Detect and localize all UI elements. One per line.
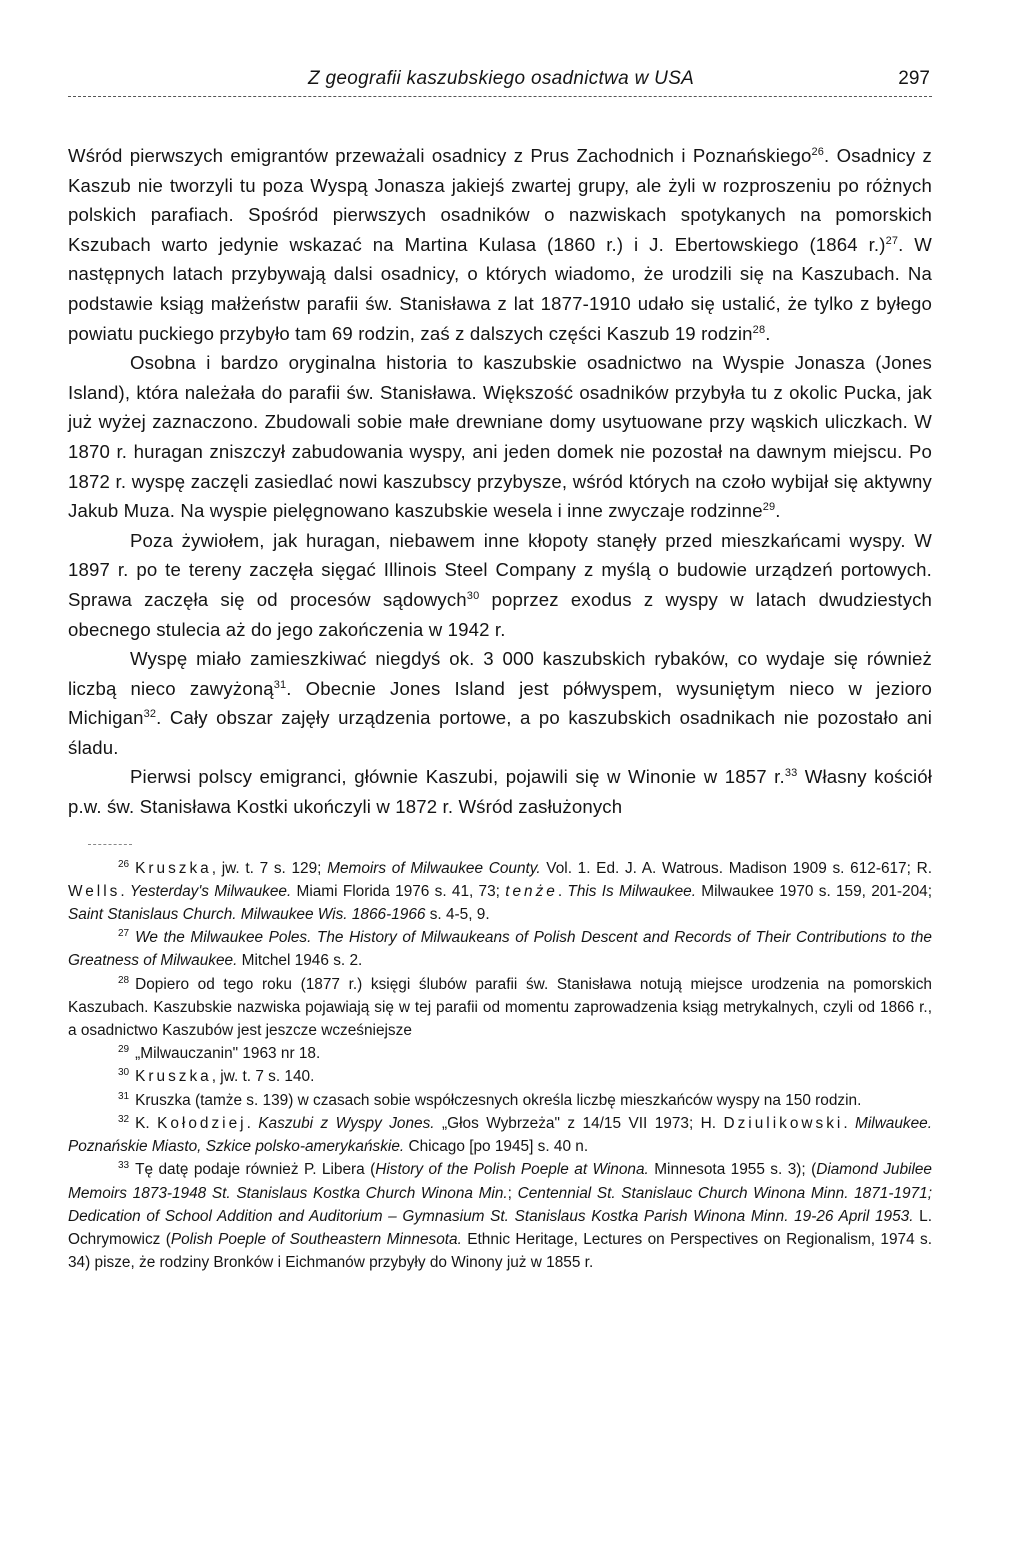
footnote-ref: 31	[273, 678, 287, 691]
paragraph	[68, 348, 932, 526]
footnote-ref: 28	[752, 323, 766, 336]
text-run: Kruszka (tamże s. 139) w czasach sobie współczesnych określa liczbę mieszkańców wyspy na 150 rodzin.	[135, 1091, 862, 1109]
text-run: . W następnych latach przybywają dalsi osadnicy, o których wiadomo, że urodzili się na Kaszubach. Na podstawie ksiąg małżeństw parafii św. Stanisława z lat 1877-1910 udało się ustalić, że tylko z byłego powiatu puckiego przybyło tam 69 rodzin, zaś z dalszych części Kaszub 19 rodzin	[68, 233, 932, 344]
text-run: Milwaukee 1970 s. 159, 201-204;	[696, 882, 932, 900]
text-run: .	[775, 500, 781, 522]
text-run: Mitchel 1946 s. 2.	[237, 952, 363, 970]
text-run: . Cały obszar zajęły urządzenia portowe, a po kaszubskich osadnikach nie pozostało ani śladu.	[68, 707, 932, 758]
document-page	[68, 62, 932, 1274]
author-name: Kruszka	[135, 859, 212, 877]
book-title: Saint Stanislaus Church. Milwaukee Wis. 1866-1966	[68, 906, 426, 924]
paragraph	[68, 644, 932, 762]
text-run: Tę datę podaje również P. Libera (	[135, 1161, 376, 1179]
book-title: Centennial St. Stanislauc Church Winona Minn. 1871-1971; Dedication of School Addition and Auditorium – Gymnasium St. Stanislaus Kostka Parish Winona Minn. 19-26 April 1953.	[68, 1184, 932, 1225]
footnote-ref: 26	[811, 145, 825, 158]
book-title: Memoirs of Milwaukee County.	[327, 859, 541, 877]
text-run: Osobna i bardzo oryginalna historia to kaszubskie osadnictwo na Wyspie Jonasza (Jones Island), która należała do parafii św. Stanisława. Większość osadników przybyła tu z okolic Pucka, jak już wyżej zaznaczono. Zbudowali sobie małe drewniane domy usytuowane przy wąskich uliczkach. W 1870 r. huragan zniszczył zabudowania wyspy, ani jeden domek nie pozostał na dawnym miejscu. Po 1872 r. wyspę zaczęli zasiedlać nowi kaszubscy przybysze, wśród których na czoło wybijał się aktywny Jakub Muza. Na wyspie pielęgnowano kaszubskie wesela i inne zwyczaje rodzinne	[68, 352, 932, 522]
footnotes	[68, 857, 932, 1275]
footnote-ref: 30	[466, 589, 480, 602]
footnote-number: 28	[118, 974, 130, 986]
text-run: „Głos Wybrzeża" z 14/15 VII 1973; H.	[434, 1114, 724, 1132]
text-run: .	[765, 322, 771, 344]
page-number: 297	[898, 68, 930, 89]
footnote-number: 29	[118, 1044, 130, 1056]
footnote-29	[68, 1042, 932, 1065]
author-name: tenże	[505, 882, 558, 900]
footnote-30	[68, 1065, 932, 1088]
book-title: Yesterday's Milwaukee.	[129, 882, 292, 900]
book-title: History of the Polish Poeple at Winona.	[375, 1161, 649, 1179]
footnote-number: 32	[118, 1113, 130, 1125]
footnote-ref: 27	[885, 234, 899, 247]
author-name: Kołodziej	[157, 1114, 247, 1132]
footnote-ref: 32	[143, 708, 157, 721]
footnote-number: 33	[118, 1160, 130, 1172]
text-run: . Osadnicy z Kaszub nie tworzyli tu poza Wyspą Jonasza jakiejś zwartej grupy, ale żyli w rozproszeniu po różnych polskich parafiach. Spośród pierwszych osadników o nazwiskach spotykanych na pomorskich Kszubach warto jedynie wskazać na Martina Kulasa (1860 r.) i J. Ebertowskiego (1864 r.)	[68, 145, 932, 255]
paragraph	[68, 762, 932, 821]
author-name: Dziulikowski	[723, 1114, 844, 1132]
footnote-divider	[88, 844, 132, 845]
footnote-number: 31	[118, 1090, 130, 1102]
footnote-ref: 33	[784, 767, 798, 780]
footnote-number: 27	[118, 928, 130, 940]
footnote-26	[68, 857, 932, 927]
main-text	[68, 141, 932, 822]
text-run: Wyspę miało zamieszkiwać niegdyś ok. 3 000 kaszubskich rybaków, co wydaje się również liczbą nieco zawyżoną	[68, 648, 932, 699]
text-run: „Milwauczanin" 1963 nr 18.	[135, 1045, 321, 1063]
paragraph	[68, 526, 932, 644]
footnote-32	[68, 1112, 932, 1158]
text-run: . Obecnie Jones Island jest półwyspem, wysuniętym nieco w jezioro Michigan	[68, 677, 932, 729]
footnote-31	[68, 1089, 932, 1112]
footnote-28	[68, 973, 932, 1043]
author-name: Kruszka	[135, 1068, 212, 1086]
footnote-27	[68, 926, 932, 972]
text-run: .	[120, 882, 130, 900]
text-run: , jw. t. 7 s. 140.	[211, 1068, 315, 1086]
text-run: .	[843, 1114, 856, 1132]
text-run: Pierwsi polscy emigranci, głównie Kaszubi, pojawili się w Winonie w 1857 r.	[130, 766, 785, 788]
running-title: Z geografii kaszubskiego osadnictwa w USA	[308, 68, 695, 89]
text-run: , jw. t. 7 s. 129;	[211, 859, 328, 877]
text-run: .	[246, 1114, 259, 1132]
text-run: Dopiero od tego roku (1877 r.) księgi ślubów parafii św. Stanisława notują miejsce urodzenia na pomorskich Kaszubach. Kaszubskie nazwiska pojawiają się w tej parafii od momentu zaprowadzenia ksiąg metrykalnych, czyli od 1866 r., a osadnictwo Kaszubów jest jeszcze wcześniejsze	[68, 975, 932, 1040]
page-header	[68, 62, 932, 97]
text-run: Vol. 1. Ed. J. A. Watrous. Madison 1909 s. 612-617; R.	[540, 859, 932, 877]
book-title: Polish Poeple of Southeastern Minnesota.	[170, 1230, 462, 1248]
text-run: s. 4-5, 9.	[425, 906, 490, 924]
text-run: Wśród pierwszych emigrantów przeważali osadnicy z Prus Zachodnich i Poznańskiego	[68, 145, 812, 166]
text-run: L. Ochrymowicz (	[68, 1207, 932, 1248]
text-run: Minnesota 1955 s. 3); (	[648, 1161, 817, 1179]
text-run: Własny kościół p.w. św. Stanisława Kostki ukończyli w 1872 r. Wśród zasłużonych	[68, 766, 933, 818]
book-title: We the Milwaukee Poles. The History of Milwaukeans of Polish Descent and Records of Their Contributions to the Greatness of Milwaukee.	[68, 929, 932, 970]
footnote-ref: 29	[762, 500, 776, 513]
text-run: Miami Florida 1976 s. 41, 73;	[291, 882, 506, 900]
text-run: ;	[507, 1184, 518, 1202]
book-title: Kaszubi z Wyspy Jones.	[258, 1114, 435, 1132]
author-name: Wells	[68, 882, 121, 900]
text-run: Ethnic Heritage, Lectures on Perspectives on Regionalism, 1974 s. 34) pisze, że rodziny Bronków i Eichmanów przybyły do Winony już w 1855 r.	[68, 1230, 932, 1272]
text-run: Chicago [po 1945] s. 40 n.	[404, 1138, 589, 1156]
book-title: Milwaukee. Poznańskie Miasto, Szkice polsko-amerykańskie.	[68, 1114, 933, 1156]
text-run: poprzez exodus z wyspy w latach dwudziestych obecnego stulecia aż do jego zakończenia w 1942 r.	[68, 588, 933, 640]
text-run: K.	[135, 1114, 158, 1132]
text-run: Poza żywiołem, jak huragan, niebawem inne kłopoty stanęły przed mieszkańcami wyspy. W 1897 r. po te tereny zaczęła sięgać Illinois Steel Company z myślą o budowie urządzeń portowych. Sprawa zaczęła się od procesów sądowych	[68, 529, 932, 610]
paragraph	[68, 141, 932, 348]
footnote-number: 26	[118, 858, 130, 870]
text-run: .	[557, 882, 568, 900]
footnote-33	[68, 1158, 932, 1274]
book-title: This Is Milwaukee.	[567, 882, 696, 900]
footnote-number: 30	[118, 1067, 130, 1079]
book-title: Diamond Jubilee Memoirs 1873-1948 St. Stanislaus Kostka Church Winona Min.	[68, 1161, 932, 1202]
